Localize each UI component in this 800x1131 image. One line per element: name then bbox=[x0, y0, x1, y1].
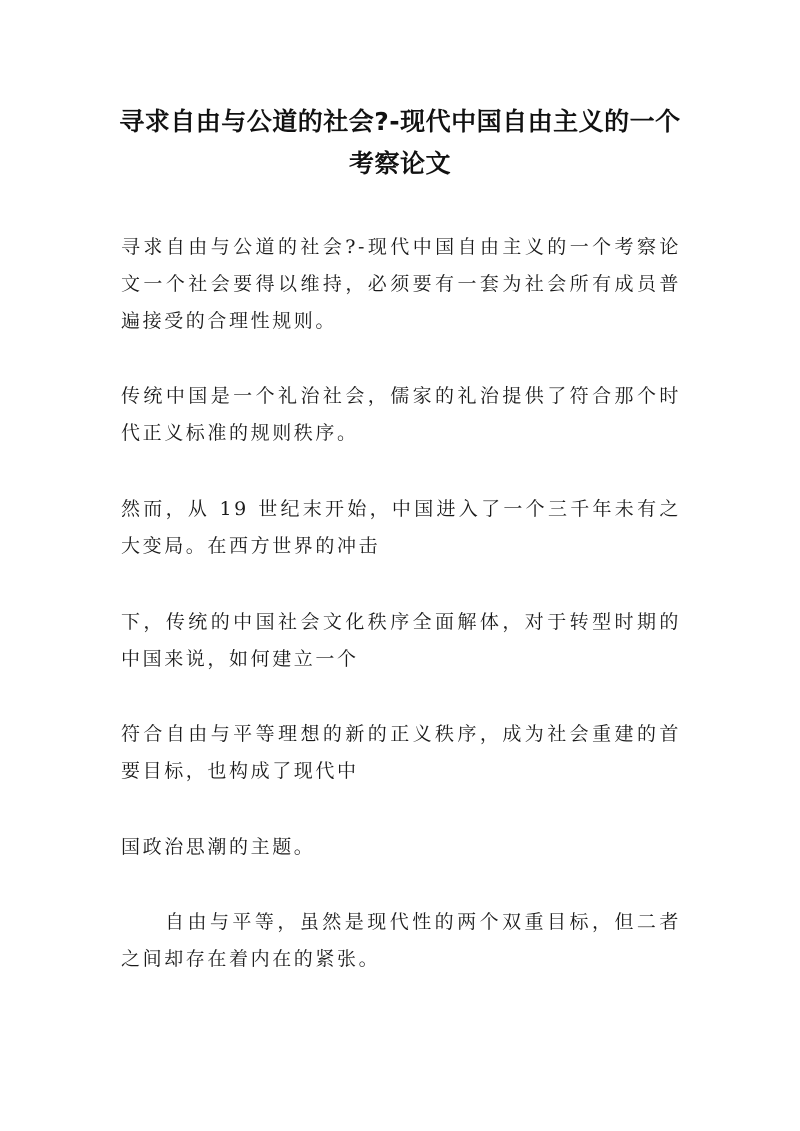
paragraph-2: 传统中国是一个礼治社会，儒家的礼治提供了符合那个时代正义标准的规则秩序。 bbox=[121, 385, 681, 444]
paragraph-3: 然而，从 19 世纪末开始，中国进入了一个三千年未有之大变局。在西方世界的冲击 bbox=[121, 498, 681, 557]
document-title: 寻求自由与公道的社会?-现代中国自由主义的一个考察论文 bbox=[119, 107, 681, 178]
paragraph-6: 国政治思潮的主题。 bbox=[121, 836, 316, 858]
paragraph-5: 符合自由与平等理想的新的正义秩序，成为社会重建的首要目标，也构成了现代中 bbox=[121, 723, 681, 782]
paragraph-1: 寻求自由与公道的社会?-现代中国自由主义的一个考察论文一个社会要得以维持，必须要有一套为社会所有成员普遍接受的合理性规则。 bbox=[121, 236, 681, 332]
paragraph-7: 自由与平等，虽然是现代性的两个双重目标，但二者之间却存在着内在的紧张。 bbox=[121, 911, 681, 970]
paragraph-4: 下，传统的中国社会文化秩序全面解体，对于转型时期的中国来说，如何建立一个 bbox=[121, 611, 681, 670]
